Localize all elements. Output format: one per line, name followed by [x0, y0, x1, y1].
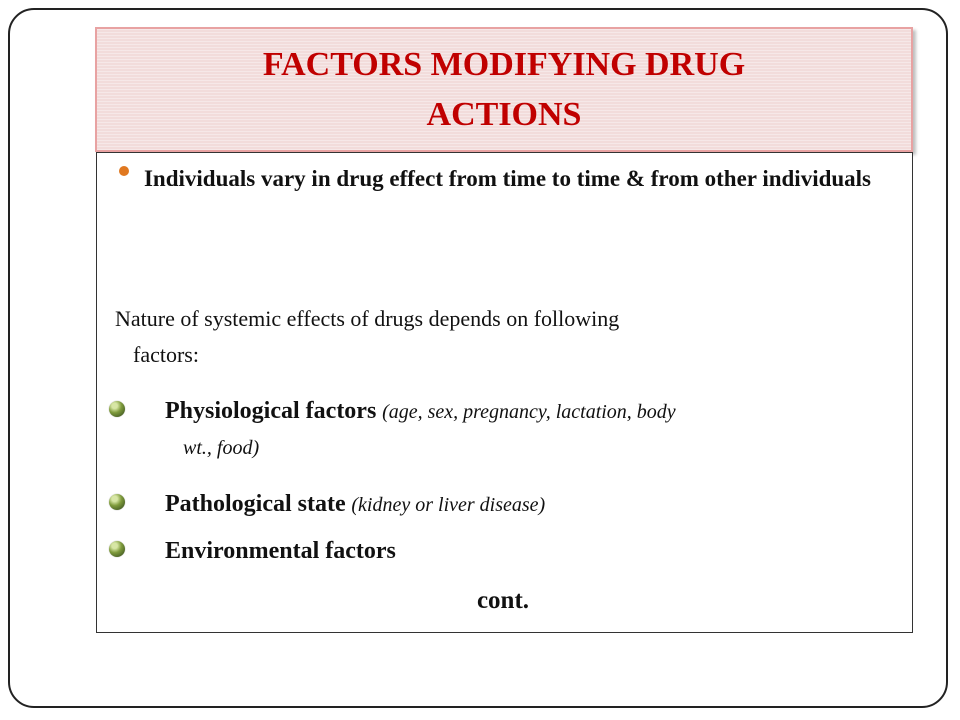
factor-detail-2: wt., food): [183, 437, 260, 459]
factor-pathological: [97, 486, 909, 523]
nature-line1: Nature of systemic effects of drugs depends on following: [115, 306, 620, 331]
content-box: [96, 152, 913, 633]
factor-detail: (age, sex, pregnancy, lactation, body: [382, 401, 676, 423]
title-box: [95, 27, 913, 152]
continued-label: cont.: [476, 587, 530, 614]
factor-environmental: [97, 533, 909, 569]
factor-name: Physiological factors: [165, 398, 377, 424]
green-orb-icon: [109, 494, 125, 510]
factor-name: Environmental factors: [165, 538, 396, 564]
intro-text: Individuals vary in drug effect from time to time & from other individuals: [143, 166, 872, 191]
nature-paragraph: [97, 301, 905, 373]
slide-title: FACTORS MODIFYING DRUG ACTIONS: [262, 45, 746, 133]
factor-name: Pathological state: [165, 491, 346, 517]
factor-physiological: [97, 393, 909, 466]
nature-line2: factors:: [133, 342, 199, 367]
green-orb-icon: [109, 541, 125, 557]
green-orb-icon: [109, 401, 125, 417]
factor-detail: (kidney or liver disease): [351, 494, 546, 516]
